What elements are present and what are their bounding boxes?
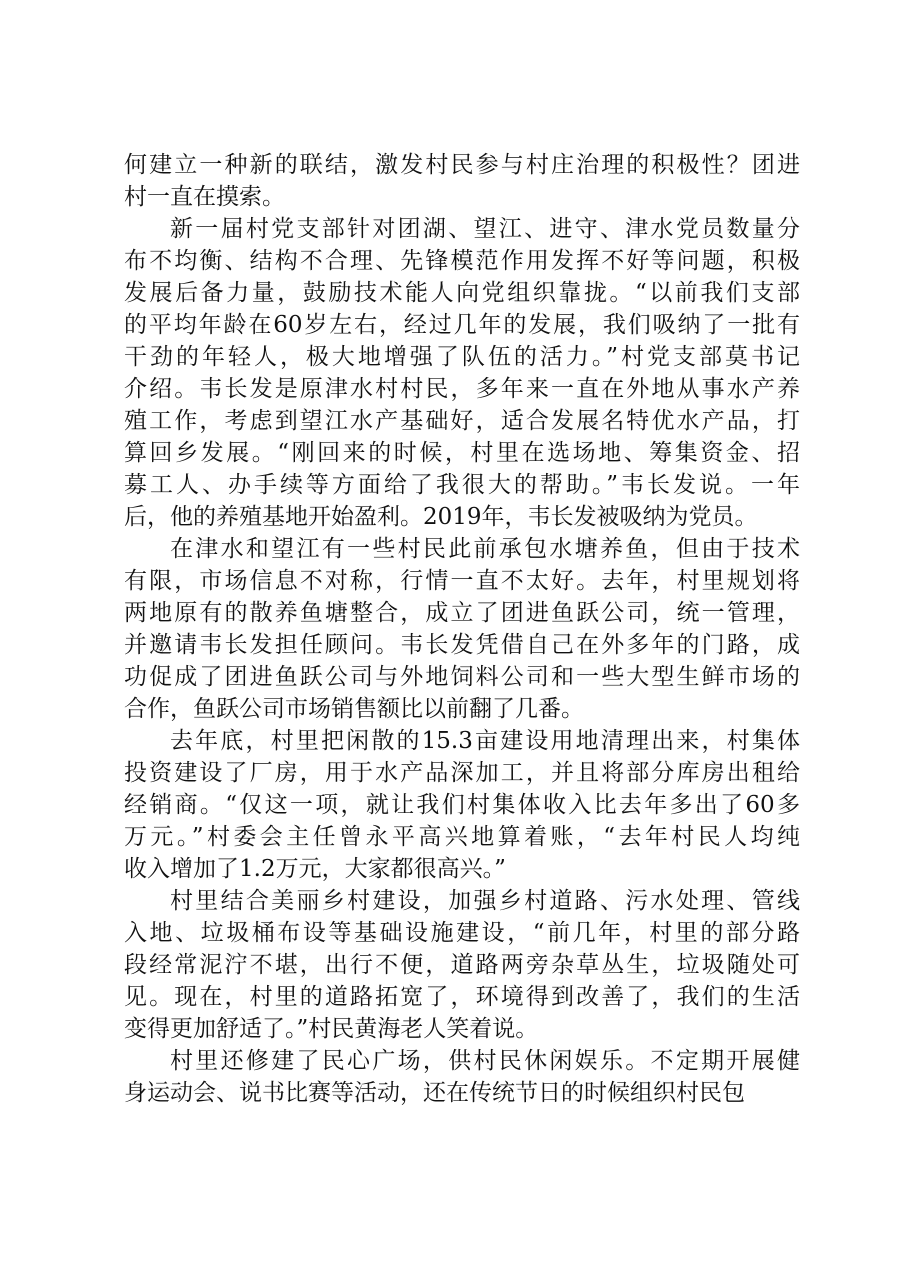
article-paragraph xyxy=(124,533,800,725)
text-line: 去年底，村里把闲散的15.3亩建设用地清理出来，村集体 xyxy=(170,728,800,754)
article-paragraph xyxy=(124,725,800,885)
text-line: 村里还修建了民心广场，供村民休闲娱乐。不定期开展健 xyxy=(170,1048,800,1074)
text-line: 新一届村党支部针对团湖、望江、进守、津水党员数量分 xyxy=(170,216,800,242)
text-line: 村里结合美丽乡村建设，加强乡村道路、污水处理、管线 xyxy=(170,888,800,914)
text-line: 段经常泥泞不堪，出行不便，道路两旁杂草丛生，垃圾随处可 xyxy=(124,952,800,978)
text-line: 的平均年龄在60岁左右，经过几年的发展，我们吸纳了一批有 xyxy=(124,312,800,338)
text-line: 万元。”村委会主任曾永平高兴地算着账，“去年村民人均纯 xyxy=(124,824,800,850)
text-line: 布不均衡、结构不合理、先锋模范作用发挥不好等问题，积极 xyxy=(124,248,800,274)
text-line: 何建立一种新的联结，激发村民参与村庄治理的积极性？团进 xyxy=(124,152,800,178)
text-line: 算回乡发展。“刚回来的时候，村里在选场地、筹集资金、招 xyxy=(124,440,800,466)
text-line: 经销商。“仅这一项，就让我们村集体收入比去年多出了60多 xyxy=(124,792,800,818)
text-line: 入地、垃圾桶布设等基础设施建设，“前几年，村里的部分路 xyxy=(124,920,800,946)
text-line: 募工人、办手续等方面给了我很大的帮助。”韦长发说。一年 xyxy=(124,472,800,498)
text-line: 干劲的年轻人，极大地增强了队伍的活力。”村党支部莫书记 xyxy=(124,344,800,370)
text-line: 在津水和望江有一些村民此前承包水塘养鱼，但由于技术 xyxy=(170,536,800,562)
article-body xyxy=(124,149,800,1109)
text-line: 发展后备力量，鼓励技术能人向党组织靠拢。“以前我们支部 xyxy=(124,280,800,306)
text-line: 介绍。韦长发是原津水村村民，多年来一直在外地从事水产养 xyxy=(124,376,800,402)
text-line: 收入增加了1.2万元，大家都很高兴。” xyxy=(124,856,506,882)
article-paragraph xyxy=(124,885,800,1045)
text-line: 殖工作，考虑到望江水产基础好，适合发展名特优水产品，打 xyxy=(124,408,800,434)
text-line: 合作，鱼跃公司市场销售额比以前翻了几番。 xyxy=(124,696,584,722)
text-line: 功促成了团进鱼跃公司与外地饲料公司和一些大型生鲜市场的 xyxy=(124,664,800,690)
text-line: 投资建设了厂房，用于水产品深加工，并且将部分库房出租给 xyxy=(124,760,800,786)
article-paragraph xyxy=(124,1045,800,1109)
text-line: 两地原有的散养鱼塘整合，成立了团进鱼跃公司，统一管理， xyxy=(124,600,800,626)
text-line: 有限，市场信息不对称，行情一直不太好。去年，村里规划将 xyxy=(124,568,800,594)
text-line: 身运动会、说书比赛等活动，还在传统节日的时候组织村民包 xyxy=(124,1080,745,1106)
article-paragraph xyxy=(124,213,800,533)
article-paragraph xyxy=(124,149,800,213)
text-line: 变得更加舒适了。”村民黄海老人笑着说。 xyxy=(124,1016,539,1042)
text-line: 并邀请韦长发担任顾问。韦长发凭借自己在外多年的门路，成 xyxy=(124,632,800,658)
text-line: 见。现在，村里的道路拓宽了，环境得到改善了，我们的生活 xyxy=(124,984,800,1010)
text-line: 后，他的养殖基地开始盈利。2019年，韦长发被吸纳为党员。 xyxy=(124,504,758,530)
text-line: 村一直在摸索。 xyxy=(124,184,285,210)
